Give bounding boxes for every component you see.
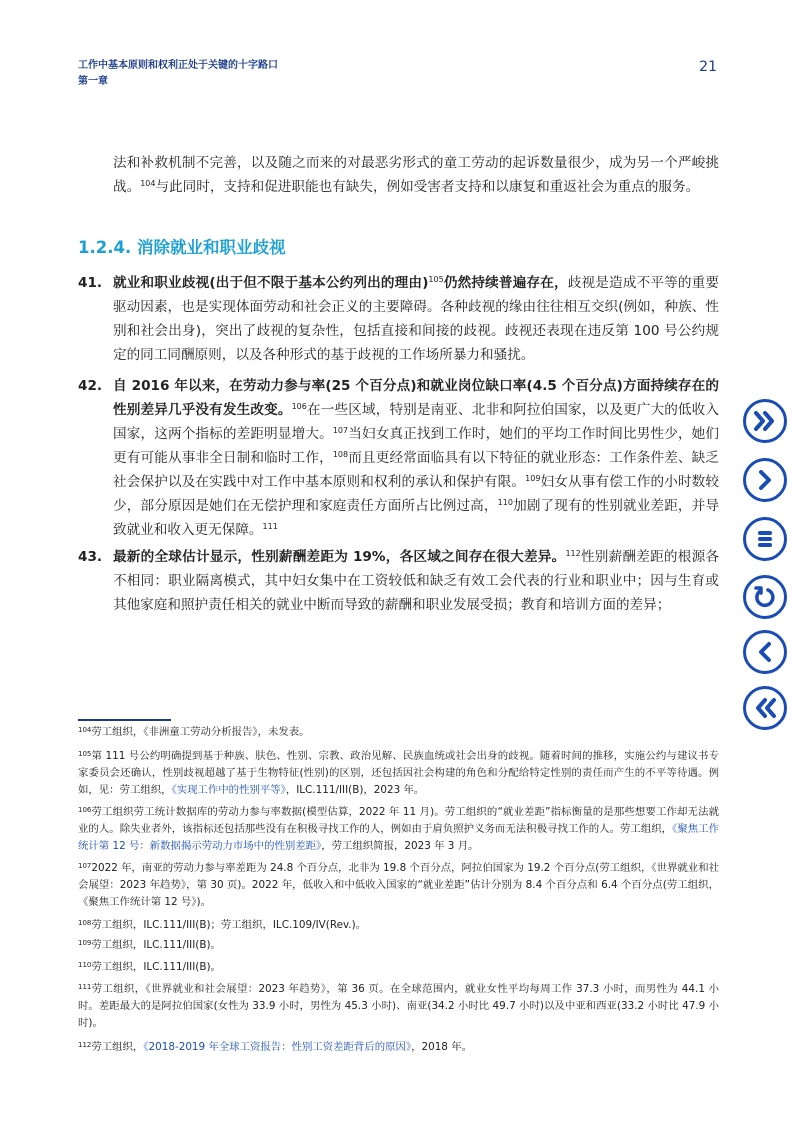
- menu-lines-icon: [752, 526, 778, 552]
- footnote-divider: [78, 719, 171, 721]
- footnote-111: $^{111}$劳工组织，《世界就业和社会展望：2023 年趋势》，第 36 页。在全球范围内，就业女性平均每周工作 37.3 小时，而男性为 44.1 小时。差距最大的是阿拉伯国家(女性为 33.9 小时，男性为 45.3 小时)、南亚(34.2 小时比 49.7 小时)以及中亚和西亚(33.2 小时比 47.9 小时)。: [78, 983, 719, 1029]
- footnote-ref[interactable]: 111: [262, 522, 278, 531]
- footnote-ref[interactable]: 109: [525, 474, 541, 483]
- footnote-ref[interactable]: 110: [497, 498, 513, 507]
- previous-page-button[interactable]: [743, 630, 787, 674]
- footnote-ref[interactable]: 108: [332, 450, 349, 459]
- footnote-link[interactable]: 《实现工作中的性别平等》: [171, 784, 286, 796]
- chapter-label: 第一章: [78, 76, 108, 87]
- paragraph-42: 42. 自 2016 年以来，在劳动力参与率(25 个百分点)和就业岗位缺口率(4.5 个百分点)方面持续存在的性别差异几乎没有发生改变。$^{106}$在一些区域，特别是南亚、北非和阿拉伯国家，以及更广大的低收入国家，这两个指标的差距明显增大。$^{107}$当妇女真正找到工作时，她们的平均工作时间比男性少，她们更有可能从事非全日制和临时工作，$^{108}$而且更经常面临具有以下特征的就业形态：工作条件差、缺乏社会保护以及在实践中对工作中基本原则和权利的承认和保护有限。$^{109}$妇女从事有偿工作的小时数较少，部分原因是她们在无偿护理和家庭责任方面所占比例过高，$^{110}$加剧了现有的性别就业差距，并导致就业和收入更无保障。$^{111}$: [78, 374, 719, 542]
- chevron-right-icon: [752, 467, 778, 493]
- footnote-ref[interactable]: 106: [291, 402, 307, 411]
- document-title: 工作中基本原则和权利正处于关键的十字路口: [78, 60, 278, 71]
- back-button[interactable]: [743, 575, 787, 619]
- paragraph-number: 42.: [78, 378, 103, 394]
- double-chevron-right-icon: [752, 408, 778, 434]
- footnote-112: $^{112}$劳工组织，《2018-2019 年全球工资报告：性别工资差距背后的原因》，2018 年。: [78, 1041, 472, 1053]
- footnote-ref[interactable]: 105: [428, 275, 444, 284]
- section-title: 1.2.4. 消除就业和职业歧视: [78, 238, 286, 257]
- page-number: 21: [699, 59, 717, 75]
- footnote-ref[interactable]: 107: [332, 426, 349, 435]
- footnote-link[interactable]: 《聚焦工作统计第 12 号：新数据揭示劳动力市场中的性别差距》: [78, 823, 719, 852]
- footnote-104: $^{104}$劳工组织，《非洲童工劳动分析报告》，未发表。: [78, 726, 310, 738]
- running-header: [78, 58, 278, 90]
- last-page-button[interactable]: [743, 686, 787, 730]
- footnote-106: $^{106}$劳工组织劳工统计数据库的劳动力参与率数据(模型估算，2022 年 11 月)。劳工组织的“就业差距”指标衡量的是那些想要工作却无法就业的人。除失业者外，该指标还包括那些没有在积极寻找工作的人，例如由于肩负照护义务而无法积极寻找工作的人。劳工组织，《聚焦工作统计第 12 号：新数据揭示劳动力市场中的性别差距》，劳工组织简报，2023 年 3 月。: [78, 806, 719, 852]
- footnote-ref[interactable]: 104: [140, 179, 156, 188]
- chevron-left-icon: [752, 639, 778, 665]
- footnote-ref[interactable]: 112: [565, 549, 581, 558]
- paragraph-43: 43. 最新的全球估计显示，性别薪酬差距为 19%，各区域之间存在很大差异。$^{112}$性别薪酬差距的根源各不相同：职业隔离模式，其中妇女集中在工资较低和缺乏有效工会代表的行业和职业中；因与生育或其他家庭和照护责任相关的就业中断而导致的薪酬和职业发展受损；教育和培训方面的差异；: [78, 545, 719, 617]
- paragraph-number: 43.: [78, 549, 103, 565]
- footnote-107: $^{107}$2022 年，南亚的劳动力参与率差距为 24.8 个百分点，北非为 19.8 个百分点，阿拉伯国家为 19.2 个百分点(劳工组织，《世界就业和社会展望：2023 年趋势》，第 30 页)。2022 年，低收入和中低收入国家的“就业差距”估计分别为 8.4 个百分点和 6.4 个百分点(劳工组织，《聚焦工作统计第 12 号》)。: [78, 862, 719, 908]
- double-chevron-left-icon: [752, 695, 778, 721]
- paragraph-number: 41.: [78, 275, 103, 291]
- first-page-button[interactable]: [743, 399, 787, 443]
- footnote-105: $^{105}$第 111 号公约明确提到基于种族、肤色、性别、宗教、政治见解、民族血统或社会出身的歧视。随着时间的推移，实施公约与建议书专家委员会还确认，性别歧视超越了基于生物特征(性别)的区别，还包括因社会构建的角色和分配给特定性别的责任而产生的不平等待遇。例如，见：劳工组织，《实现工作中的性别平等》，ILC.111/III(B)，2023 年。: [78, 750, 719, 796]
- footnote-110: $^{110}$劳工组织，ILC.111/III(B)。: [78, 961, 221, 973]
- table-of-contents-button[interactable]: [743, 517, 787, 561]
- intro-paragraph: 法和补救机制不完善，以及随之而来的对最恶劣形式的童工劳动的起诉数量很少，成为另一个严峻挑战。$^{104}$与此同时，支持和促进职能也有缺失，例如受害者支持和以康复和重返社会为重点的服务。: [113, 155, 719, 195]
- footnote-link[interactable]: 《2018-2019 年全球工资报告：性别工资差距背后的原因》: [143, 1041, 412, 1053]
- circular-arrow-icon: [752, 584, 778, 610]
- next-page-button[interactable]: [743, 458, 787, 502]
- footnote-108: $^{108}$劳工组织，ILC.111/III(B)；劳工组织，ILC.109/IV(Rev.)。: [78, 919, 367, 931]
- paragraph-41: 41. 就业和职业歧视(出于但不限于基本公约列出的理由)$^{105}$仍然持续普遍存在，歧视是造成不平等的重要驱动因素，也是实现体面劳动和社会正义的主要障碍。各种歧视的缘由往往相互交织(例如，种族、性别和社会出身)，突出了歧视的复杂性，包括直接和间接的歧视。歧视还表现在违反第 100 号公约规定的同工同酬原则，以及各种形式的基于歧视的工作场所暴力和骚扰。: [78, 271, 719, 367]
- footnote-109: $^{109}$劳工组织，ILC.111/III(B)。: [78, 939, 221, 951]
